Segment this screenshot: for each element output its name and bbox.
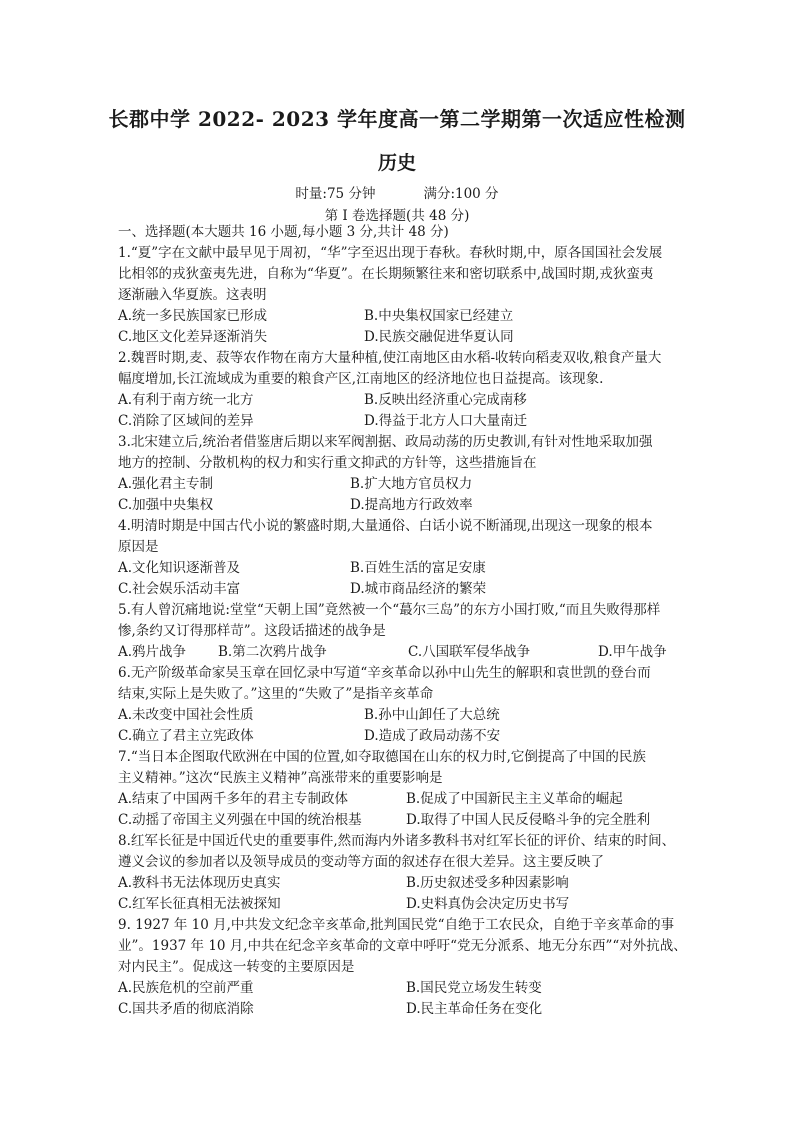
options-row bbox=[118, 495, 678, 516]
option-d: D.造成了政局动荡不安 bbox=[364, 728, 501, 744]
exam-score: 满分:100 分 bbox=[423, 186, 499, 202]
options-row bbox=[118, 789, 678, 810]
question-stem-line: 业”。1937 年 10 月,中共在纪念辛亥革命的文章中呼吁“党无分派系、地无分东西”“对外抗战、 bbox=[118, 938, 687, 954]
question-stem-line: 9. 1927 年 10 月,中共发文纪念辛亥革命,批判国民党“自绝于工农民众，自绝于辛亥革命的事 bbox=[118, 917, 675, 933]
option-b: B.孙中山卸任了大总统 bbox=[364, 707, 500, 723]
exam-time: 时量:75 分钟 bbox=[295, 186, 376, 202]
question-stem-line: 3.北宋建立后,统治者借鉴唐后期以来军阀割据、政局动荡的历史教训,有针对性地采取加强 bbox=[118, 434, 653, 450]
question-stem-line: 8.红军长征是中国近代史的重要事件,然而海内外诸多教科书对红军长征的评价、结束的时间、 bbox=[118, 833, 676, 849]
options-row bbox=[118, 642, 678, 663]
exam-title: 长郡中学 2022- 2023 学年度高一第二学期第一次适应性检测 bbox=[108, 107, 686, 131]
option-a: A.结束了中国两千多年的君主专制政体 bbox=[118, 791, 349, 807]
question-stem-line: 5.有人曾沉痛地说:堂堂“天朝上国”竟然被一个“蕞尔三岛”的东方小国打败,“而且失败得那样 bbox=[118, 602, 661, 618]
options-row bbox=[118, 726, 678, 747]
option-d: D.民主革命任务在变化 bbox=[406, 1001, 543, 1017]
option-c: C.确立了君主立宪政体 bbox=[118, 728, 254, 744]
options-row bbox=[118, 306, 678, 327]
option-a: A.有利于南方统一北方 bbox=[118, 392, 254, 408]
question-stem-line: 惨,条约又订得那样苛”。这段话描述的战争是 bbox=[118, 623, 386, 639]
option-c: C.社会娱乐活动丰富 bbox=[118, 581, 241, 597]
option-a: A.未改变中国社会性质 bbox=[118, 707, 254, 723]
option-d: D.得益于北方人口大量南迁 bbox=[364, 413, 528, 429]
option-a: A.强化君主专制 bbox=[118, 476, 214, 492]
question-stem-line: 4.明清时期是中国古代小说的繁盛时期,大量通俗、白话小说不断涌现,出现这一现象的根本 bbox=[118, 518, 653, 534]
option-a: A.民族危机的空前严重 bbox=[118, 980, 254, 996]
exam-meta bbox=[0, 182, 794, 202]
options-row bbox=[118, 579, 678, 600]
option-d: D.民族交融促进华夏认同 bbox=[364, 329, 514, 345]
option-d: D.城市商品经济的繁荣 bbox=[350, 581, 487, 597]
option-d: D.史料真伪会决定历史书写 bbox=[406, 896, 570, 912]
option-b: B.中央集权国家已经建立 bbox=[364, 308, 514, 324]
options-row bbox=[118, 705, 678, 726]
question-stem-line: 7.“当日本企图取代欧洲在中国的位置,如夺取德国在山东的权力时,它倒提高了中国的民族 bbox=[118, 749, 646, 765]
question-stem-line: 2.魏晋时期,麦、菽等农作物在南方大量种植,使江南地区由水稻-收转向稻麦双收,粮食产量大 bbox=[118, 350, 662, 366]
option-d: D.提高地方行政效率 bbox=[350, 497, 473, 513]
options-row bbox=[118, 978, 678, 999]
question-stem-line: 6.无产阶级革命家吴玉章在回忆录中写道“辛亥革命以孙中山先生的解职和袁世凯的登台而 bbox=[118, 665, 651, 681]
option-c: C.动摇了帝国主义列强在中国的统治根基 bbox=[118, 812, 362, 828]
option-b: B.历史叙述受多种因素影响 bbox=[406, 875, 569, 891]
question-stem-line: 对内民主”。促成这一转变的主要原因是 bbox=[118, 959, 355, 975]
question-stem-line: 比相邻的戎狄蛮夷先进，自称为“华夏”。在长期频繁往来和密切联系中,战国时期,戎狄蛮夷 bbox=[118, 266, 654, 282]
question-stem-line: 结束,实际上是失败了。”这里的“失败了”是指辛亥革命 bbox=[118, 686, 434, 702]
section-heading: 第 I 卷选择题(共 48 分) bbox=[324, 208, 470, 224]
question-stem-line: 1.“夏”字在文献中最早见于周初，“华”字至迟出现于春秋。春秋时期,中，原各国国社会发展 bbox=[118, 245, 663, 261]
option-b: B.促成了中国新民主主义革命的崛起 bbox=[406, 791, 623, 807]
options-row bbox=[118, 411, 678, 432]
options-row bbox=[118, 327, 678, 348]
option-d: D.取得了中国人民反侵略斗争的完全胜利 bbox=[406, 812, 651, 828]
options-row bbox=[118, 390, 678, 411]
options-row bbox=[118, 999, 678, 1020]
option-c: C.八国联军侵华战争 bbox=[408, 644, 531, 660]
part-intro: 一、选择题(本大题共 16 小题,每小题 3 分,共计 48 分) bbox=[118, 224, 449, 240]
question-stem-line: 原因是 bbox=[118, 539, 159, 555]
question-list bbox=[118, 222, 687, 1020]
question-stem-line: 地方的控制、分散机构的权力和实行重文抑武的方针等，这些措施旨在 bbox=[118, 455, 537, 471]
option-b: B.第二次鸦片战争 bbox=[218, 644, 327, 660]
option-c: C.红军长征真相无法被探知 bbox=[118, 896, 281, 912]
subject-title: 历史 bbox=[377, 152, 416, 174]
options-row bbox=[118, 474, 678, 495]
option-b: B.反映出经济重心完成南移 bbox=[364, 392, 527, 408]
option-b: B.百姓生活的富足安康 bbox=[350, 560, 486, 576]
question-stem-line: 逐渐融入华夏族。这表明 bbox=[118, 287, 267, 303]
option-d: D.甲午战争 bbox=[598, 644, 667, 660]
option-a: A.教科书无法体现历史真实 bbox=[118, 875, 281, 891]
option-c: C.加强中央集权 bbox=[118, 497, 214, 513]
options-row bbox=[118, 894, 678, 915]
question-stem-line: 主义精神。”这次“民族主义精神”高涨带来的重要影响是 bbox=[118, 770, 443, 786]
option-b: B.扩大地方官员权力 bbox=[350, 476, 473, 492]
question-stem-line: 遵义会议的参加者以及领导成员的变动等方面的叙述存在很大差异。这主要反映了 bbox=[118, 854, 604, 870]
option-a: A.文化知识逐渐普及 bbox=[118, 560, 241, 576]
options-row bbox=[118, 873, 678, 894]
option-c: C.地区文化差异逐渐消失 bbox=[118, 329, 268, 345]
option-a: A.鸦片战争 bbox=[118, 644, 187, 660]
options-row bbox=[118, 810, 678, 831]
option-b: B.国民党立场发生转变 bbox=[406, 980, 542, 996]
option-a: A.统一多民族国家已形成 bbox=[118, 308, 268, 324]
option-c: C.国共矛盾的彻底消除 bbox=[118, 1001, 254, 1017]
option-c: C.消除了区域间的差异 bbox=[118, 413, 254, 429]
options-row bbox=[118, 558, 678, 579]
question-stem-line: 幅度增加,长江流域成为重要的粮食产区,江南地区的经济地位也日益提高。该现象. bbox=[118, 371, 604, 387]
